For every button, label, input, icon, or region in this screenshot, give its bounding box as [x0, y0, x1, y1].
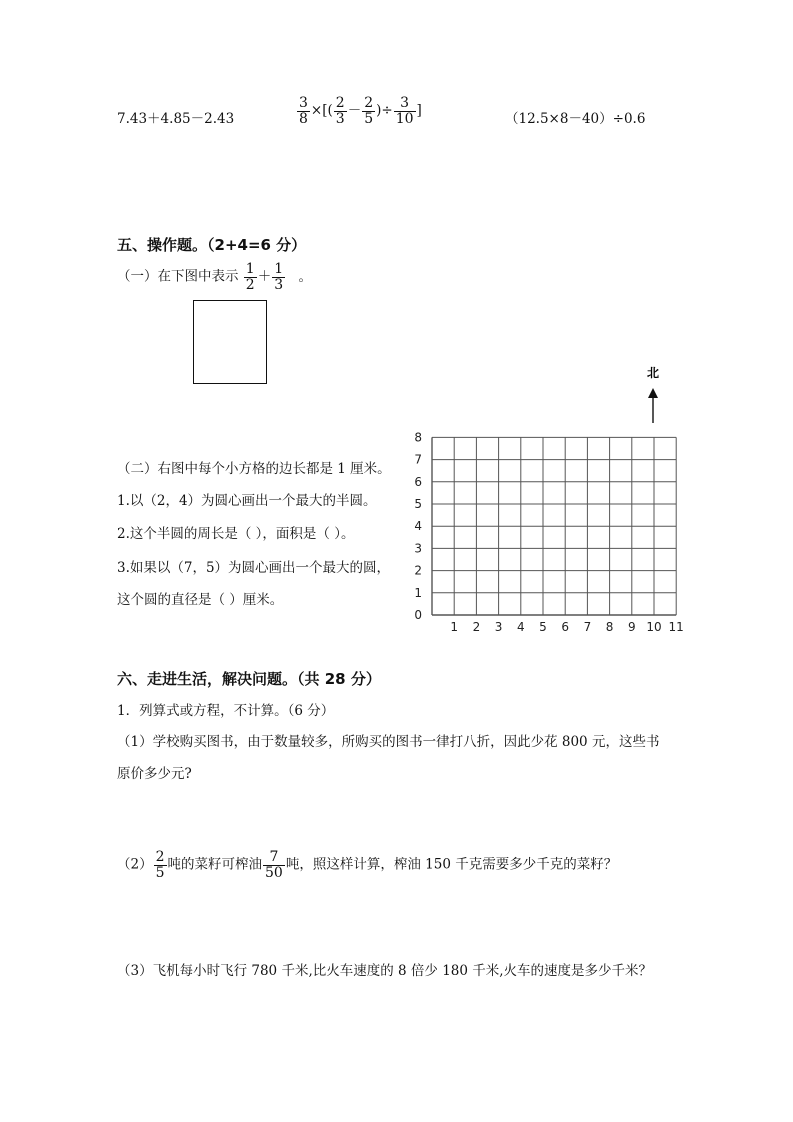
- fraction: $\frac{3}{8}$: [299, 95, 308, 127]
- fraction: $\frac{2}{5}$: [364, 95, 374, 127]
- fraction: $\frac{2}{3}$: [335, 95, 345, 127]
- x-tick-label: 1: [450, 620, 459, 634]
- y-axis-ticks: [414, 430, 422, 622]
- section-5-heading: 五、操作题。（2+4=6 分）: [117, 236, 307, 254]
- y-tick-label: 3: [414, 541, 422, 556]
- x-tick-label: 6: [561, 620, 570, 634]
- y-tick-label: 5: [414, 497, 422, 511]
- north-label: 北: [646, 366, 660, 380]
- fraction: $\frac{1}{2}$: [245, 261, 255, 293]
- fraction: $\frac{1}{3}$: [274, 261, 284, 293]
- fraction: $\frac{7}{50}$: [265, 849, 283, 881]
- problem-1-line-2: 原价多少元?: [117, 766, 192, 782]
- question-2-item-3: 3.如果以（7，5）为圆心画出一个最大的圆，: [117, 560, 391, 576]
- y-tick-label: 7: [414, 452, 422, 467]
- y-tick-label: 8: [414, 430, 422, 445]
- section-5-question-2-intro: （二）右图中每个小方格的边长都是 1 厘米。: [117, 461, 391, 477]
- calc-expression-2: $\frac{3}{8}$ ×[( $\frac{2}{3}$ － $\frac{2}{5}$ )÷ $\frac{3}{10}$ ]: [299, 95, 422, 127]
- calc-expression-1: 7.43＋4.85－2.43: [117, 111, 235, 127]
- x-tick-label: 11: [668, 620, 684, 634]
- question-2-item-3-continued: 这个圆的直径是（ ）厘米。: [117, 592, 284, 608]
- x-tick-label: 2: [472, 620, 481, 634]
- section-6-subheading: 1．列算式或方程，不计算。（6 分）: [117, 703, 335, 719]
- x-tick-label: 3: [494, 620, 503, 634]
- fraction-square: [193, 300, 267, 384]
- fraction: $\frac{3}{10}$: [395, 95, 414, 127]
- section-5-question-1: （一）在下图中表示 $\frac{1}{2}$ ＋ $\frac{1}{3}$ 。: [117, 261, 312, 293]
- problem-1-line-1: （1）学校购买图书，由于数量较多，所购买的图书一律打八折，因此少花 800 元，这些书: [117, 734, 660, 750]
- problem-3: （3）飞机每小时飞行 780 千米,比火车速度的 8 倍少 180 千米,火车的速度是多少千米？: [117, 963, 653, 979]
- x-tick-label: 9: [627, 620, 636, 634]
- y-tick-label: 6: [414, 474, 422, 489]
- coordinate-grid: [395, 355, 705, 645]
- y-tick-label: 4: [414, 519, 422, 534]
- grid-lines: [432, 437, 676, 615]
- x-tick-label: 10: [646, 620, 662, 634]
- question-2-item-2: 2.这个半圆的周长是（ ），面积是（ ）。: [117, 526, 355, 542]
- x-tick-label: 4: [516, 620, 525, 634]
- fraction: $\frac{2}{5}$: [155, 849, 165, 881]
- calc-expression-3: （12.5×8－40）÷0.6: [505, 111, 646, 127]
- problem-2: （2） $\frac{2}{5}$ 吨的菜籽可榨油 $\frac{7}{50}$ 吨，照这样计算，榨油 150 千克需要多少千克的菜籽？: [117, 849, 618, 881]
- y-tick-label: 0: [414, 608, 422, 622]
- section-6-heading: 六、走进生活，解决问题。（共 28 分）: [117, 670, 381, 688]
- north-arrow-icon: [648, 388, 658, 398]
- x-axis-ticks: [450, 620, 683, 634]
- question-2-item-1: 1.以（2，4）为圆心画出一个最大的半圆。: [117, 493, 377, 509]
- x-tick-label: 5: [539, 620, 547, 634]
- y-tick-label: 1: [414, 585, 422, 600]
- y-tick-label: 2: [414, 563, 422, 578]
- x-tick-label: 7: [583, 620, 592, 634]
- x-tick-label: 8: [605, 620, 614, 634]
